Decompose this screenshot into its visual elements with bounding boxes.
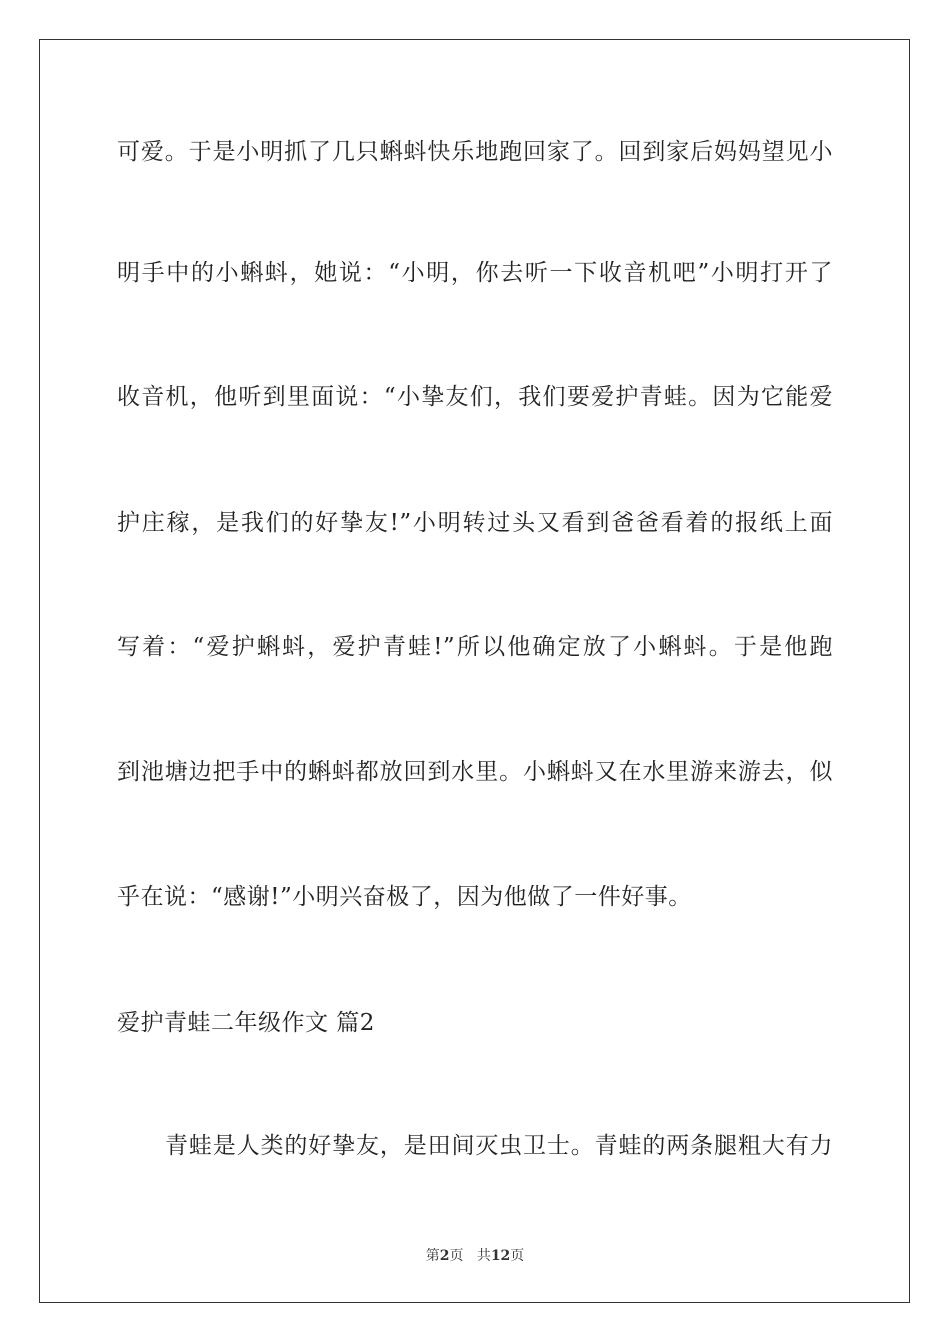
body-line-4: 护庄稼，是我们的好挚友!”小明转过头又看到爸爸看着的报纸上面 bbox=[117, 510, 833, 536]
body-line-3: 收音机，他听到里面说：“小挚友们，我们要爱护青蛙。因为它能爱 bbox=[117, 384, 833, 410]
page-total: 12 bbox=[490, 1248, 511, 1264]
total-prefix: 共 bbox=[476, 1248, 491, 1264]
body-line-5: 写着：“爱护蝌蚪，爱护青蛙!”所以他确定放了小蝌蚪。于是他跑 bbox=[117, 634, 833, 660]
page-border bbox=[39, 39, 910, 1303]
body-line-1: 可爱。于是小明抓了几只蝌蚪快乐地跑回家了。回到家后妈妈望见小 bbox=[117, 139, 833, 165]
page-current: 2 bbox=[439, 1248, 450, 1264]
total-unit: 页 bbox=[510, 1248, 525, 1264]
body-line-7: 乎在说：“感谢!”小明兴奋极了，因为他做了一件好事。 bbox=[117, 884, 692, 910]
section-heading: 爱护青蛙二年级作文 篇2 bbox=[117, 1010, 375, 1036]
body-line-2: 明手中的小蝌蚪，她说：“小明，你去听一下收音机吧”小明打开了 bbox=[117, 260, 833, 286]
page-footer bbox=[0, 1247, 950, 1265]
page-unit: 页 bbox=[449, 1248, 464, 1264]
page-prefix: 第 bbox=[425, 1248, 440, 1264]
body-line-6: 到池塘边把手中的蝌蚪都放回到水里。小蝌蚪又在水里游来游去，似 bbox=[117, 759, 833, 785]
paragraph-2-first-line: 青蛙是人类的好挚友，是田间灭虫卫士。青蛙的两条腿粗大有力 bbox=[165, 1133, 833, 1159]
